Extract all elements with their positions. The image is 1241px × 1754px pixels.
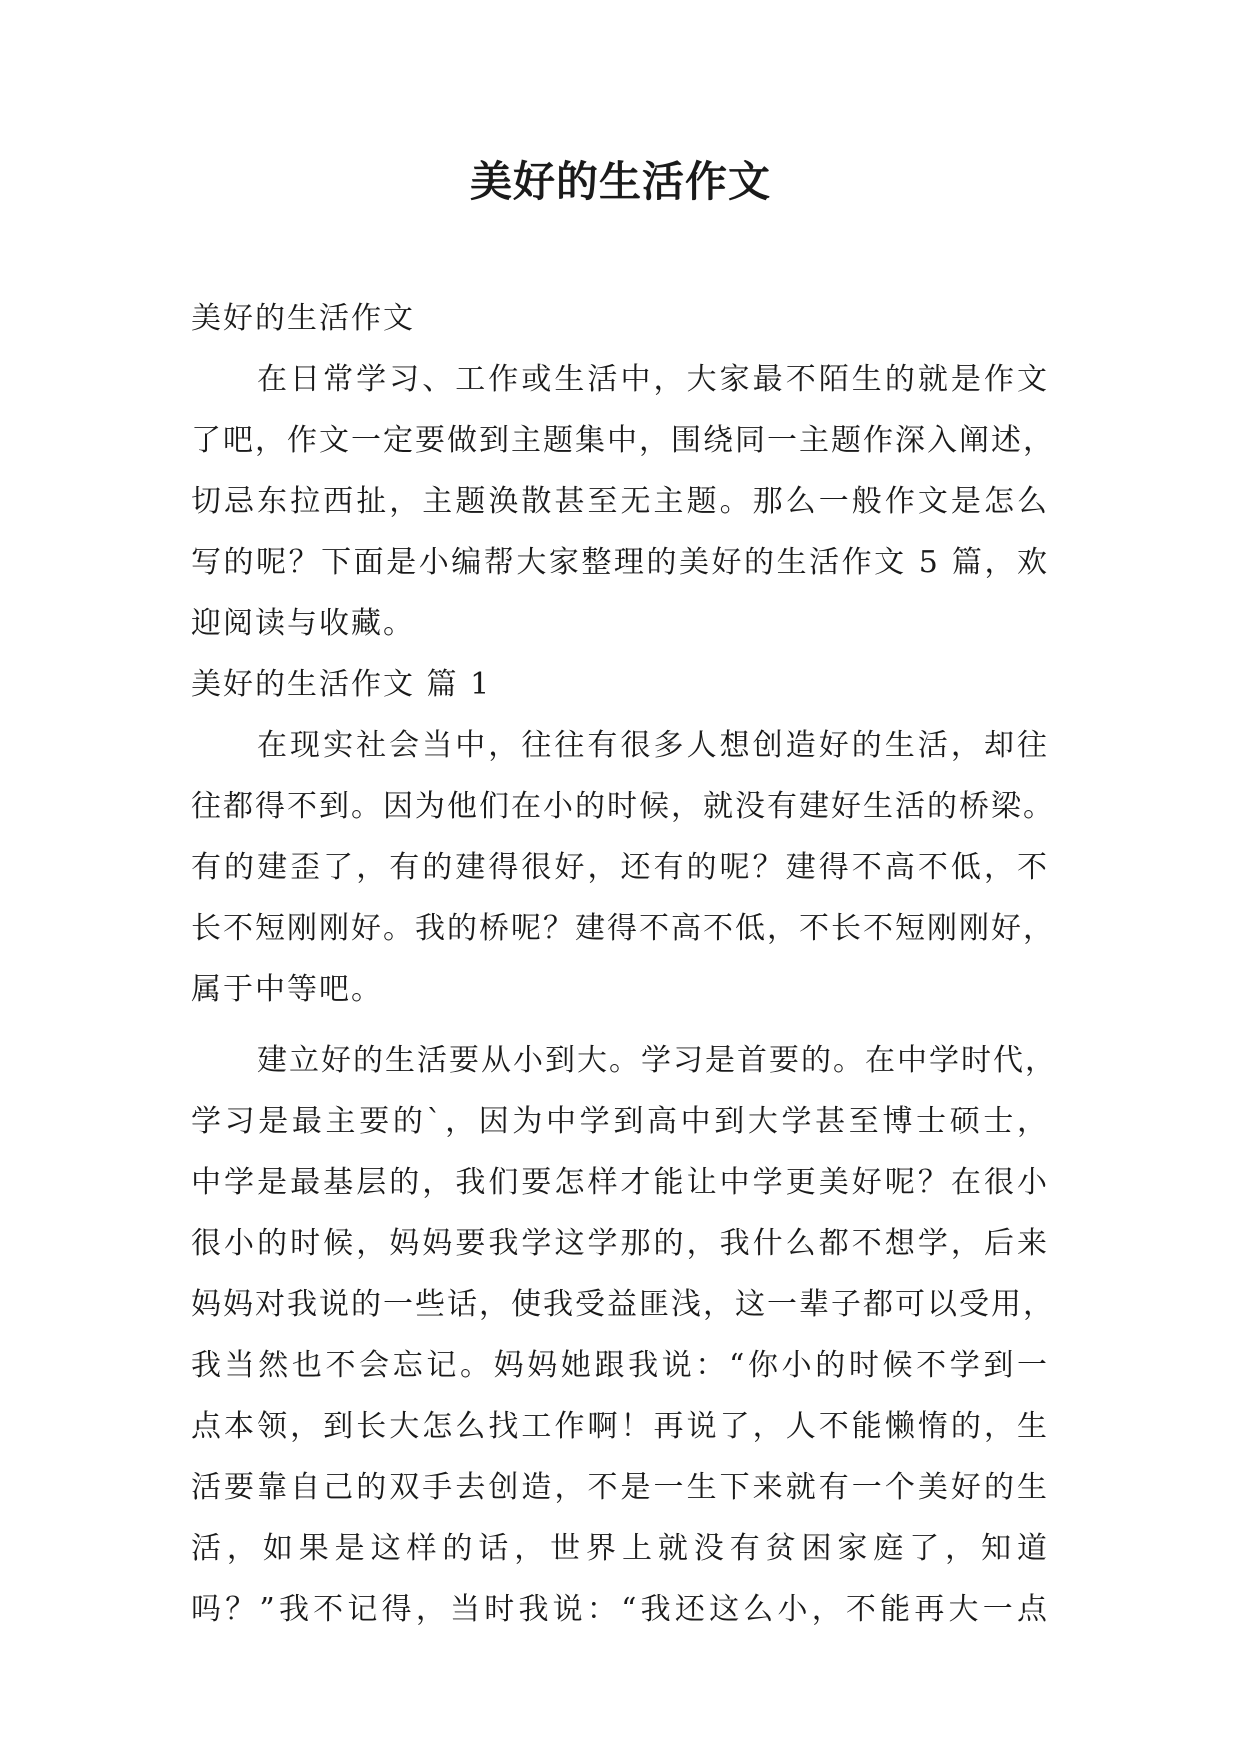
text-line: 活，如果是这样的话，世界上就没有贫困家庭了，知道 [191,1531,1049,1566]
text-line: 活要靠自己的双手去创造，不是一生下来就有一个美好的生 [191,1470,1049,1505]
text-line: 有的建歪了，有的建得很好，还有的呢？建得不高不低，不 [191,850,1049,885]
text-line: 属于中等吧。 [191,972,383,1007]
text-line: 中学是最基层的，我们要怎样才能让中学更美好呢？在很小 [191,1165,1049,1200]
text-line: 建立好的生活要从小到大。学习是首要的。在中学时代， [257,1043,1057,1078]
document-body [191,288,1057,1640]
text-line: 很小的时候，妈妈要我学这学那的，我什么都不想学，后来 [191,1226,1049,1261]
text-line: 了吧，作文一定要做到主题集中，围绕同一主题作深入阐述， [191,423,1055,458]
text-line: 往都得不到。因为他们在小的时候，就没有建好生活的桥梁。 [191,789,1055,824]
body-paragraph-2 [191,1030,1057,1640]
intro-paragraph [191,349,1055,654]
text-line: 吗？”我不记得，当时我说：“我还这么小，不能再大一点 [191,1592,1049,1627]
text-line: 切忌东拉西扯，主题涣散甚至无主题。那么一般作文是怎么 [191,484,1049,519]
text-line: 妈妈对我说的一些话，使我受益匪浅，这一辈子都可以受用， [191,1287,1055,1322]
text-line: 点本领，到长大怎么找工作啊！再说了，人不能懒惰的，生 [191,1409,1049,1444]
subtitle-heading: 美好的生活作文 [191,301,415,336]
text-line: 迎阅读与收藏。 [191,606,415,641]
document-title: 美好的生活作文 [469,157,771,206]
text-line: 写的呢？下面是小编帮大家整理的美好的生活作文 5 篇，欢 [191,545,1049,580]
section-heading: 美好的生活作文 篇 1 [191,667,492,702]
text-line: 我当然也不会忘记。妈妈她跟我说：“你小的时候不学到一 [191,1348,1049,1383]
text-line: 长不短刚刚好。我的桥呢？建得不高不低，不长不短刚刚好， [191,911,1055,946]
paragraph-spacer [191,1020,1049,1030]
text-line: 学习是最主要的`，因为中学到高中到大学甚至博士硕士， [191,1104,1049,1139]
text-line: 在日常学习、工作或生活中，大家最不陌生的就是作文 [257,362,1049,397]
text-line: 在现实社会当中，往往有很多人想创造好的生活，却往 [257,728,1049,763]
body-paragraph-1 [191,715,1055,1020]
